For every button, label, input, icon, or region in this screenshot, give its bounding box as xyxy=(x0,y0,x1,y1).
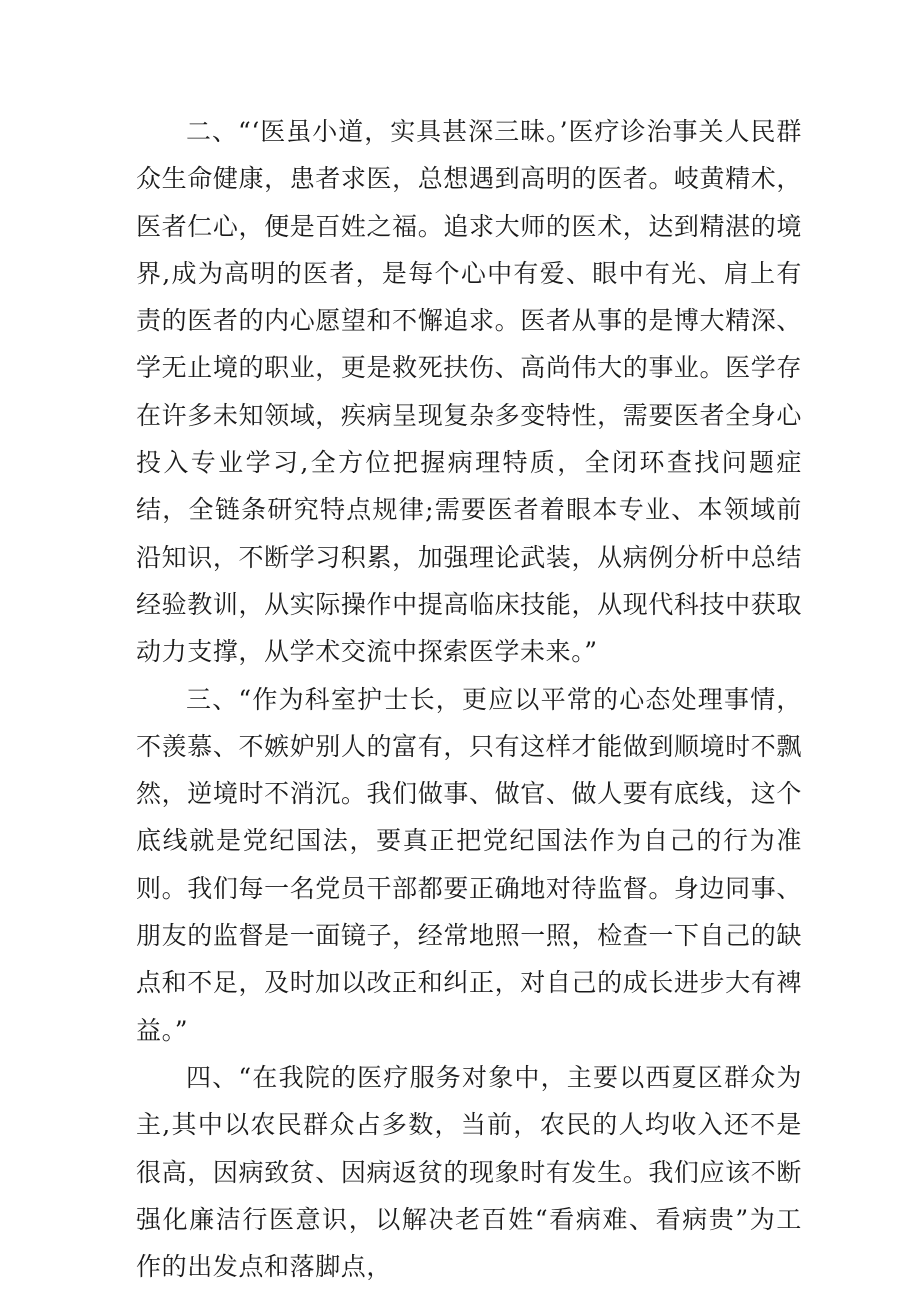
paragraph-3: 三、“作为科室护士长，更应以平常的心态处理事情，不羡慕、不嫉妒别人的富有，只有这样才能做到顺境时不飘然，逆境时不消沉。我们做事、做官、做人要有底线，这个底线就是党纪国法，要真正把党纪国法作为自己的行为准则。我们每一名党员干部都要正确地对待监督。身边同事、朋友的监督是一面镜子，经常地照一照，检查一下自己的缺点和不足，及时加以改正和纠正，对自己的成长进步大有裨益。” xyxy=(136,684,802,1045)
paragraph-2: 二、“‘医虽小道，实具甚深三昧。’医疗诊治事关人民群众生命健康，患者求医，总想遇到高明的医者。岐黄精术，医者仁心，便是百姓之福。追求大师的医术，达到精湛的境界,成为高明的医者，是每个心中有爱、眼中有光、肩上有责的医者的内心愿望和不懈追求。医者从事的是博大精深、学无止境的职业，更是救死扶伤、高尚伟大的事业。医学存在许多未知领域，疾病呈现复杂多变特性，需要医者全身心投入专业学习,全方位把握病理特质，全闭环查找问题症结，全链条研究特点规律;需要医者着眼本专业、本领域前沿知识，不断学习积累，加强理论武装，从病例分析中总结经验教训，从实际操作中提高临床技能，从现代科技中获取动力支撑，从学术交流中探索医学未来。” xyxy=(136,117,802,667)
paragraph-4: 四、“在我院的医疗服务对象中，主要以西夏区群众为主,其中以农民群众占多数，当前，农民的人均收入还不是很高，因病致贫、因病返贫的现象时有发生。我们应该不断强化廉洁行医意识，以解决老百姓“看病难、看病贵”为工作的出发点和落脚点， xyxy=(136,1062,802,1282)
document-body xyxy=(136,108,802,1290)
